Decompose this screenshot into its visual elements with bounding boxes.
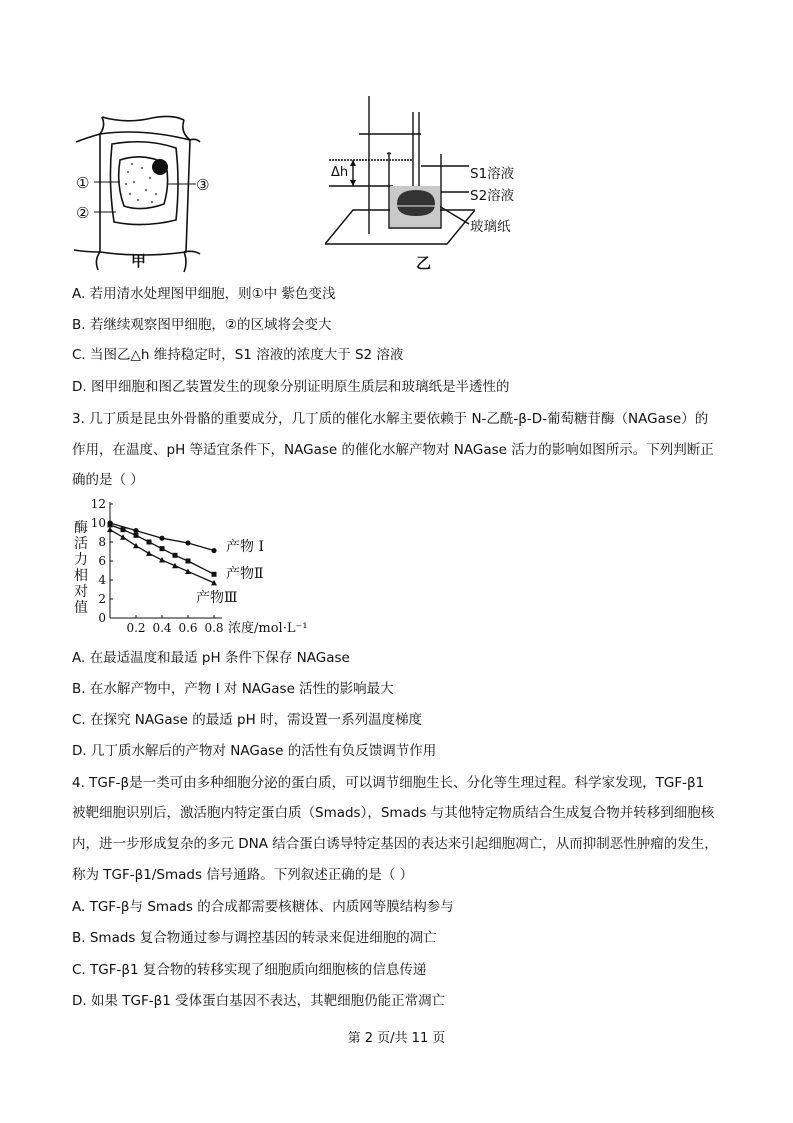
x-tick-label: 0.6 [178, 621, 198, 635]
series-label: 产物Ⅱ [226, 566, 264, 582]
q4-stem-line-3: 内，进一步形成复杂的多元 DNA 结合蛋白诱导特定基因的表达来引起细胞凋亡，从而抑制恶性肿瘤的发生， [72, 836, 718, 852]
q2-option-c: C. 当图乙△h 维持稳定时，S1 溶液的浓度大于 S2 溶液 [72, 347, 404, 363]
data-point [107, 527, 113, 533]
q2-option-d: D. 图甲细胞和图乙装置发生的现象分别证明原生质层和玻璃纸是半透性的 [72, 379, 510, 395]
cell-label-1: ① [76, 174, 90, 192]
glass-paper-label: 玻璃纸 [470, 219, 511, 235]
q3-stem-line-2: 作用，在温度、pH 等适宜条件下，NAGase 的催化水解产物对 NAGase 活力的影响如图所示。下列判断正 [72, 442, 714, 458]
q3-option-b: B. 在水解产物中，产物 I 对 NAGase 活性的影响最大 [72, 681, 394, 697]
y-tick-label: 6 [98, 554, 106, 568]
data-point [186, 559, 191, 564]
x-tick-label: 0.8 [204, 621, 224, 635]
q3-option-c: C. 在探究 NAGase 的最适 pH 时，需设置一系列温度梯度 [72, 712, 423, 728]
data-point [120, 534, 126, 540]
data-point [185, 540, 190, 545]
series-label: 产物 I [226, 539, 264, 555]
s2-solution-label: S2溶液 [470, 188, 515, 204]
chart-ylabel: 酶活力相对值 [74, 520, 88, 616]
series-label: 产物Ⅲ [196, 590, 238, 606]
y-tick-label: 0 [98, 611, 106, 625]
delta-h-label: Δh [331, 165, 349, 180]
data-point [147, 540, 152, 545]
data-point [133, 528, 138, 533]
apparatus-caption: 乙 [416, 254, 432, 272]
data-point [159, 557, 165, 563]
data-point [173, 553, 178, 558]
enzyme-activity-chart [88, 494, 320, 642]
y-tick-label: 12 [90, 497, 106, 511]
s1-solution-label: S1溶液 [470, 166, 515, 182]
q3-stem-line-3: 确的是（ ） [72, 472, 144, 488]
data-point [212, 572, 217, 577]
q3-option-d: D. 几丁质水解后的产物对 NAGase 的活性有负反馈调节作用 [72, 743, 437, 759]
q3-option-a: A. 在最适温度和最适 pH 条件下保存 NAGase [72, 650, 350, 666]
cell-caption: 甲 [131, 252, 147, 270]
data-point [146, 550, 152, 556]
data-point [160, 546, 165, 551]
page-footer: 第 2 页/共 11 页 [347, 1031, 446, 1046]
x-tick-label: 0.2 [126, 621, 146, 635]
q2-option-a: A. 若用清水处理图甲细胞，则①中 紫色变浅 [72, 286, 336, 302]
q4-stem-line-1: 4. TGF-β是一类可由多种细胞分泌的蛋白质，可以调节细胞生长、分化等生理过程。科学家发现，TGF-β1 [72, 775, 705, 791]
data-point [121, 527, 126, 532]
cell-label-3: ③ [196, 176, 210, 194]
y-tick-label: 10 [90, 516, 106, 530]
q2-option-b: B. 若继续观察图甲细胞，②的区域将会变大 [72, 317, 332, 333]
q4-stem-line-2: 被靶细胞识别后，激活胞内特定蛋白质（Smads），Smads 与其他特定物质结合生成复合物并转移到细胞核 [72, 805, 715, 821]
q4-option-b: B. Smads 复合物通过参与调控基因的转录来促进细胞的凋亡 [72, 930, 437, 946]
y-tick-label: 2 [98, 592, 106, 606]
q4-option-d: D. 如果 TGF-β1 受体蛋白基因不表达，其靶细胞仍能正常凋亡 [72, 993, 446, 1009]
x-axis-label: 浓度/mol·L⁻¹ [228, 621, 308, 636]
q4-option-c: C. TGF-β1 复合物的转移实现了细胞质向细胞核的信息传递 [72, 962, 427, 978]
data-point [211, 548, 216, 553]
q3-stem-line-1: 3. 几丁质是昆虫外骨骼的重要成分，几丁质的催化水解主要依赖于 N-乙酰-β-D-葡萄糖苷酶（NAGase）的 [72, 411, 709, 427]
q4-stem-line-4: 称为 TGF-β1/Smads 信号通路。下列叙述正确的是（ ） [72, 867, 414, 883]
data-point [133, 543, 139, 549]
x-tick-label: 0.4 [152, 621, 172, 635]
y-tick-label: 4 [98, 573, 106, 587]
cell-label-2: ② [76, 204, 90, 222]
data-point [134, 533, 139, 538]
q4-option-a: A. TGF-β与 Smads 的合成都需要核糖体、内质网等膜结构参与 [72, 899, 454, 915]
y-tick-label: 8 [98, 535, 106, 549]
data-point [159, 536, 164, 541]
